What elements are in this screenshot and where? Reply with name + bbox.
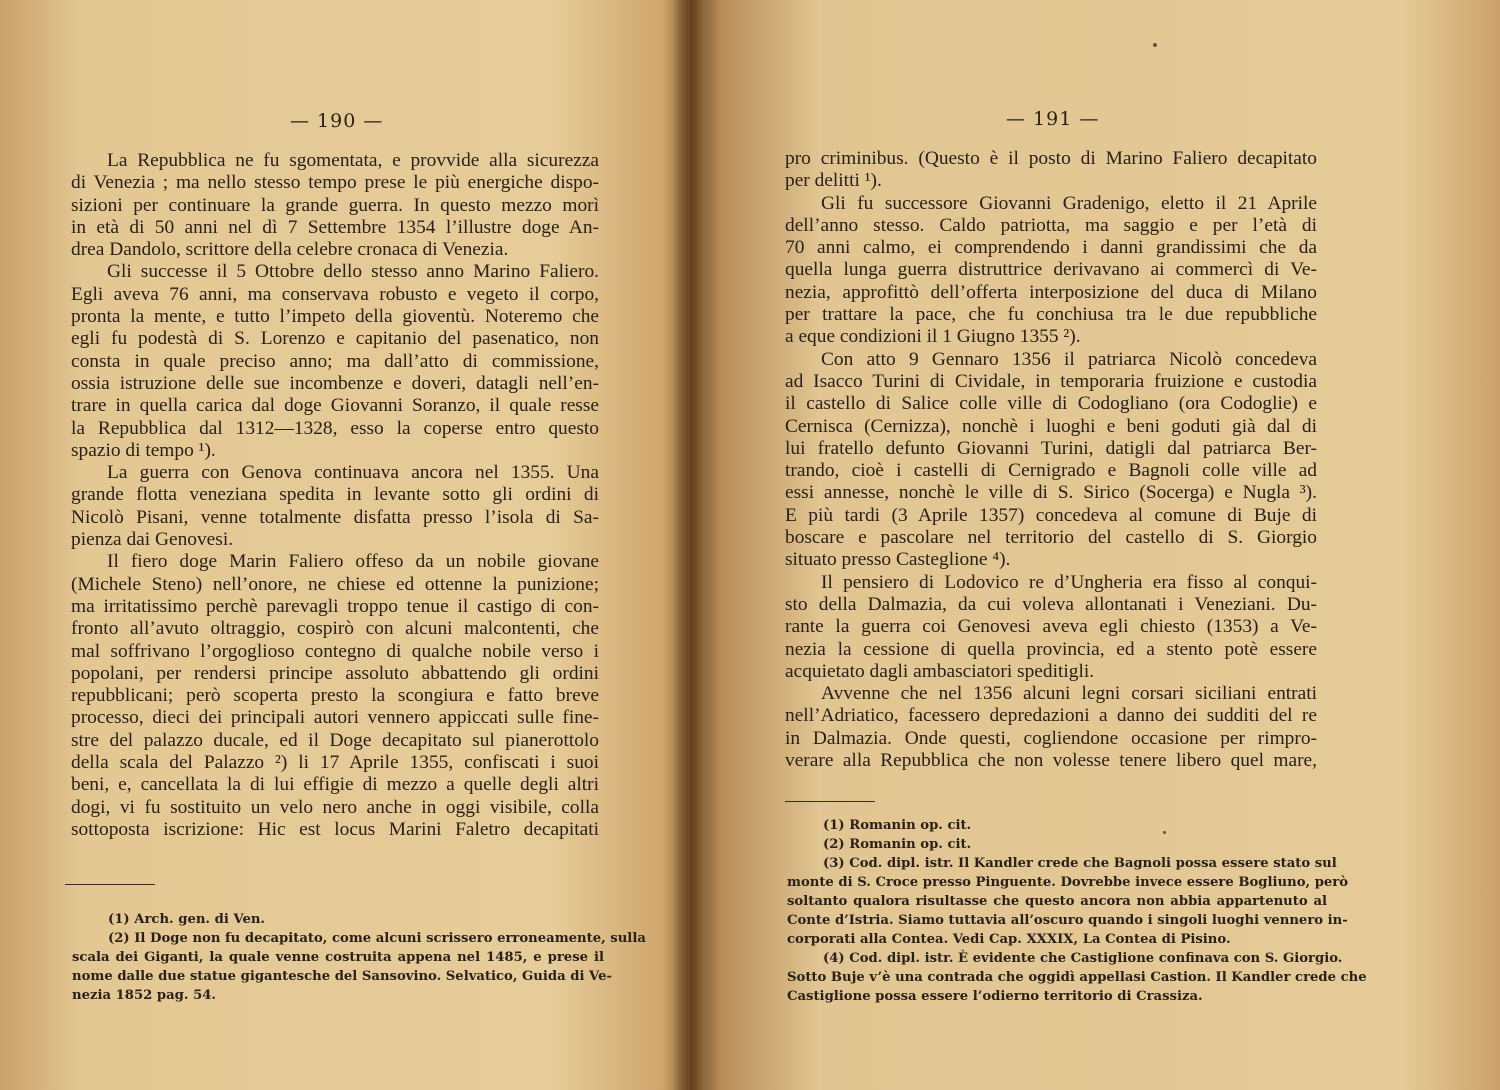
text-line: pienza dai Genovesi.: [71, 529, 234, 551]
text-line: sizioni per continuare la grande guerra. In questo mezzo morì: [71, 194, 599, 216]
text-line: trando, cioè i castelli di Cernigrado e Bagnoli colle ville ad: [785, 460, 1317, 482]
text-line: rante la guerra coi Genovesi aveva egli chiesto (1353) a Ve-: [785, 616, 1317, 638]
footnote-line: (1) Romanin op. cit.: [823, 818, 972, 833]
text-line: pro criminibus. (Questo è il posto di Marino Faliero decapitato: [785, 148, 1317, 169]
text-line: La guerra con Genova continuava ancora nel 1355. Una: [107, 462, 599, 484]
footnote-line: soltanto qualora risultasse che questo ancora non abbia appartenuto al: [787, 894, 1327, 909]
text-line: Gli successe il 5 Ottobre dello stesso anno Marino Faliero.: [107, 261, 599, 283]
text-line: Cernisca (Cernizza), nonchè i luoghi e beni goduti già dal di: [785, 415, 1317, 437]
text-line: Nicolò Pisani, venne totalmente disfatta presso l’isola di Sa-: [71, 506, 599, 528]
text-line: nell’Adriatico, facessero depredazioni a danno dei sudditi del re: [785, 705, 1317, 727]
text-line: trare in quella carica dal doge Giovanni Soranzo, il quale resse: [71, 395, 599, 417]
text-line: Avvenne che nel 1356 alcuni legni corsari siciliani entrati: [821, 683, 1317, 705]
left-body-text: [71, 150, 599, 841]
text-line: mal soffrivano l’orgoglioso contegno di qualche nobile verso i: [71, 640, 599, 662]
page-number-left: — 190 —: [290, 110, 384, 132]
text-line: Il pensiero di Lodovico re d’Ungheria era fisso al conqui-: [821, 571, 1317, 593]
text-line: (Michele Steno) nell’onore, ne chiese ed ottenne la punizione;: [71, 573, 599, 595]
text-line: La Repubblica ne fu sgomentata, e provvide alla sicurezza: [107, 150, 599, 171]
text-line: Egli aveva 76 anni, ma conservava robusto e vegeto il corpo,: [71, 283, 599, 305]
text-line: verare alla Repubblica che non volesse tenere libero quel mare,: [785, 750, 1317, 772]
text-line: situato presso Casteglione ⁴).: [785, 549, 1011, 571]
text-line: la Repubblica dal 1312—1328, esso la coperse entro questo: [71, 417, 599, 439]
text-line: sottoposta iscrizione: Hic est locus Marini Faletro decapitati: [71, 818, 599, 840]
text-line: quella lunga guerra distruttrice derivavano ai commercì di Ve-: [785, 259, 1317, 281]
text-line: dogi, vi fu sostituito un velo nero anche in oggi visibile, colla: [71, 796, 599, 818]
book-gutter: [672, 0, 702, 1090]
footnote-rule-left: [65, 884, 155, 885]
footnote-line: (1) Arch. gen. di Ven.: [108, 912, 266, 927]
text-line: drea Dandolo, scrittore della celebre cronaca di Venezia.: [71, 239, 509, 261]
text-line: beni, e, cancellata la di lui effigie di mezzo a quelle degli altri: [71, 774, 599, 796]
footnote-line: corporati alla Contea. Vedi Cap. XXXIX, La Contea di Pisino.: [787, 932, 1231, 947]
text-line: della scala del Palazzo ²) li 17 Aprile 1355, confiscati i suoi: [71, 752, 599, 774]
text-line: acquietato dagli ambasciatori speditigli.: [785, 660, 1095, 682]
text-line: nezia la cessione di quella provincia, ed a stento potè essere: [785, 638, 1317, 660]
text-line: fronto all’avuto oltraggio, cospirò con alcuni malcontenti, che: [71, 618, 599, 640]
footnote-line: (2) Romanin op. cit.: [823, 837, 972, 852]
left-page: [0, 0, 690, 1090]
footnote-line: (4) Cod. dipl. istr. È evidente che Castiglione confinava con S. Giorgio.: [823, 951, 1343, 966]
footnote-rule-right: [785, 801, 875, 802]
text-line: processo, dieci dei principali autori vennero appiccati sulle fine-: [71, 707, 599, 729]
text-line: ad Isacco Turini di Cividale, in temporaria fruizione e custodia: [785, 370, 1317, 392]
footnote-line: nome dalle due statue gigantesche del Sansovino. Selvatico, Guida di Ve-: [72, 969, 612, 984]
footnote-line: monte di S. Croce presso Pinguente. Dovrebbe invece essere Bogliuno, però: [787, 875, 1349, 890]
text-line: per delitti ¹).: [785, 170, 882, 192]
ink-speck: [1153, 43, 1157, 47]
text-line: sto della Dalmazia, da cui voleva allontanati i Veneziani. Du-: [785, 593, 1317, 615]
text-line: in Dalmazia. Onde questi, cogliendone occasione per rimpro-: [785, 727, 1317, 749]
text-line: ma irritatissimo perchè parevagli troppo tenue il castigo di con-: [71, 595, 599, 617]
text-line: stre del palazzo ducale, ed il Doge decapitato sul pianerottolo: [71, 729, 599, 751]
footnote-line: scala dei Giganti, la quale venne costruita appena nel 1485, e prese il: [72, 950, 604, 965]
text-line: 70 anni calmo, ei comprendendo i danni grandissimi che da: [785, 237, 1317, 259]
text-line: spazio di tempo ¹).: [71, 439, 216, 461]
text-line: nezia, approfittò dell’offerta interposizione del duca di Milano: [785, 281, 1317, 303]
text-line: Il fiero doge Marin Faliero offeso da un nobile giovane: [107, 551, 599, 573]
left-footnotes: [72, 910, 646, 1005]
text-line: di Venezia ; ma nello stesso tempo prese le più energiche dispo-: [71, 172, 599, 194]
text-line: essi annesse, nonchè le ville di S. Sirico (Socerga) e Nugla ³).: [785, 482, 1317, 504]
footnote-line: Conte d’Istria. Siamo tuttavia all’oscuro quando i singoli luoghi vennero in-: [787, 913, 1348, 928]
text-line: repubblicani; però scoperta presto la scongiura e fatto breve: [71, 685, 599, 707]
footnote-line: Sotto Buje v’è una contrada che oggidì appellasi Castion. Il Kandler crede che: [787, 970, 1367, 985]
right-body-text: [785, 148, 1317, 772]
footnote-line: nezia 1852 pag. 54.: [72, 988, 217, 1003]
text-line: lui fratello defunto Giovanni Turini, datigli dal patriarca Ber-: [785, 437, 1317, 459]
text-line: Con atto 9 Gennaro 1356 il patriarca Nicolò concedeva: [821, 348, 1317, 370]
text-line: ossia istruzione delle sue incombenze e doveri, datagli nell’en-: [71, 372, 599, 394]
text-line: pronta la mente, e tutto l’impeto della gioventù. Noteremo che: [71, 306, 599, 328]
text-line: in età di 50 anni nel dì 7 Settembre 1354 l’illustre doge An-: [71, 216, 599, 238]
ink-speck: [1163, 831, 1166, 834]
footnote-line: Castiglione possa essere l’odierno territorio di Crassiza.: [787, 989, 1203, 1004]
text-line: grande flotta veneziana spedita in levante sotto gli ordini di: [71, 484, 599, 506]
text-line: Gli fu successore Giovanni Gradenigo, eletto il 21 Aprile: [821, 192, 1317, 214]
text-line: dell’anno stesso. Caldo patriotta, ma saggio e per l’età di: [785, 214, 1317, 236]
right-page: [690, 0, 1500, 1090]
footnote-line: (2) Il Doge non fu decapitato, come alcuni scrissero erroneamente, sulla: [108, 931, 646, 946]
text-line: consta in quale preciso anno; ma dall’atto di commissione,: [71, 350, 599, 372]
right-footnotes: [787, 816, 1367, 1006]
footnote-line: (3) Cod. dipl. istr. Il Kandler crede che Bagnoli possa essere stato sul: [823, 856, 1337, 871]
text-line: per trattare la pace, che fu conchiusa tra le due repubbliche: [785, 304, 1317, 326]
text-line: popolani, per rendersi principe assoluto abbattendo gli ordini: [71, 662, 599, 684]
text-line: E più tardi (3 Aprile 1357) concedeva al comune di Buje di: [785, 504, 1317, 526]
page-number-right: — 191 —: [1006, 108, 1100, 130]
text-line: boscare e pascolare nel territorio del castello di S. Giorgio: [785, 527, 1317, 549]
text-line: il castello di Salice colle ville di Codogliano (ora Codoglie) e: [785, 393, 1317, 415]
text-line: a eque condizioni il 1 Giugno 1355 ²).: [785, 326, 1081, 348]
text-line: egli fu podestà di S. Lorenzo e capitanio del pasenatico, non: [71, 328, 599, 350]
